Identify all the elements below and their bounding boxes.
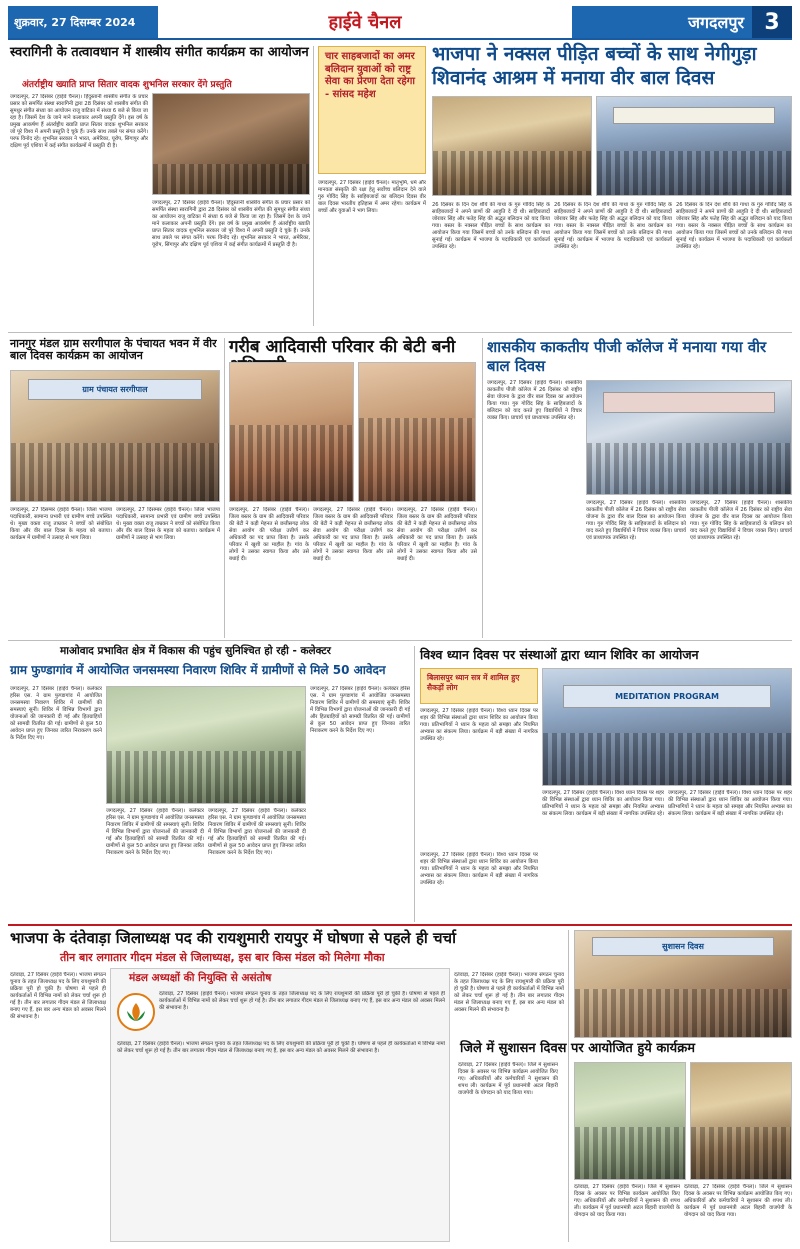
column-rule — [224, 338, 225, 638]
story9-boxed-sidebar — [110, 968, 450, 1242]
story4-headline: नानगुर मंडल ग्राम सरगीपाल के पंचायत भवन में वीर बाल दिवस कार्यक्रम का आयोजन — [10, 337, 217, 363]
sitar-player-photo — [152, 93, 310, 195]
story5-body-col1: जगदलपुर, 27 दिसंबर (हाईवे चैनल)। जिला बस्तर के ग्राम की आदिवासी परिवार की बेटी ने कड़ी मेहनत से छत्तीसगढ़ लोक सेवा आयोग की परीक्षा उत्तीर्ण कर अधिकारी का पद प्राप्त किया है। उसके परिवार में खुशी का माहौल है। गांव के लोगों ने उसका स्वागत किया और उसे बधाई दी। — [229, 507, 309, 562]
lotus-icon — [119, 995, 153, 1029]
story7-subhead: ग्राम फुण्डागांव में आयोजित जनसमस्या निवारण शिविर में ग्रामीणों से मिले 50 आवेदन — [10, 663, 386, 677]
story6-photo-college — [586, 380, 792, 495]
story7-headline: माओवाद प्रभावित क्षेत्र में विकास की पहुंच सुनिश्चित हो रही - कलेक्टर — [60, 645, 331, 657]
story10-body-col3: दंतेवाड़ा, 27 दिसंबर (हाईवे चैनल)। जिले में सुशासन दिवस के अवसर पर विभिन्न कार्यक्रम आयोजित किए गए। अधिकारियों और कर्मचारियों ने सुशासन की शपथ ली। कार्यक्रम में पूर्व प्रधानमंत्री अटल बिहारी वाजपेयी के योगदान को याद किया गया। — [684, 1184, 792, 1218]
story3-photo-event — [596, 96, 792, 196]
story10-photo-officials — [690, 1062, 792, 1180]
story7-body-col1: जगदलपुर, 27 दिसंबर (हाईवे चैनल)। कलेक्टर हरिस एस. ने ग्राम फुण्डागांव में आयोजित जनसमस्या निवारण शिविर में ग्रामीणों की समस्याएं सुनीं। शिविर में विभिन्न विभागों द्वारा योजनाओं की जानकारी दी गई और हितग्राहियों को सामग्री वितरित की गई। ग्रामीणों से कुल 50 आवेदन प्राप्त हुए जिनका त्वरित निराकरण करने के निर्देश दिए गए। — [10, 686, 102, 741]
story3-photo-children — [432, 96, 592, 196]
story5-photo-family — [229, 362, 354, 502]
story3-headline: भाजपा ने नक्सल पीड़ित बच्चों के साथ नेगीगुड़ा शिवानंद आश्रम में मनाया वीर बाल दिवस — [432, 43, 757, 89]
story3-body-col1: 26 दिसंबर के दिन देश शौर्य की गाथा के गुरु गोविंद सिंह के साहिबजादों ने अपने प्राणों की आहुति दे दी थी। साहिबजादों जोरावर सिंह और फतेह सिंह की अद्भुत बलिदान को याद किया गया। बस्तर के नक्सल पीड़ित बच्चों के साथ कार्यक्रम का आयोजन किया गया जिसमें बच्चों को उनके बलिदान की गाथा सुनाई गई। कार्यक्रम में भाजपा के पदाधिकारी एवं कार्यकर्ता उपस्थित रहे। — [432, 202, 550, 250]
story9-body-col1: दंतेवाड़ा, 27 दिसंबर (हाईवे चैनल)। भाजपा संगठन चुनाव के तहत जिलाध्यक्ष पद के लिए रायशुमारी की प्रक्रिया पूरी हो चुकी है। घोषणा से पहले ही कार्यकर्ताओं में विभिन्न नामों को लेकर चर्चा शुरू हो गई है। तीन बार लगातार गीदम मंडल से जिलाध्यक्ष बनाए गए हैं, इस बार अन्य मंडल को अवसर मिलने की संभावना है। — [10, 972, 106, 1020]
story10-body-col2: दंतेवाड़ा, 27 दिसंबर (हाईवे चैनल)। जिले में सुशासन दिवस के अवसर पर विभिन्न कार्यक्रम आयोजित किए गए। अधिकारियों और कर्मचारियों ने सुशासन की शपथ ली। कार्यक्रम में पूर्व प्रधानमंत्री अटल बिहारी वाजपेयी के योगदान को याद किया गया। — [574, 1184, 680, 1218]
story10-headline: जिले में सुशासन दिवस पर आयोजित हुये कार्यक्रम — [460, 1041, 695, 1056]
story3-body-col2: 26 दिसंबर के दिन देश शौर्य की गाथा के गुरु गोविंद सिंह के साहिबजादों ने अपने प्राणों की आहुति दे दी थी। साहिबजादों जोरावर सिंह और फतेह सिंह की अद्भुत बलिदान को याद किया गया। बस्तर के नक्सल पीड़ित बच्चों के साथ कार्यक्रम का आयोजन किया गया जिसमें बच्चों को उनके बलिदान की गाथा सुनाई गई। कार्यक्रम में भाजपा के पदाधिकारी एवं कार्यकर्ता उपस्थित रहे। — [554, 202, 672, 250]
story7-photo-camp — [106, 686, 306, 804]
section-rule — [8, 332, 792, 333]
column-rule — [482, 338, 483, 638]
story4-photo-panchayat — [10, 370, 220, 502]
story6-headline: शासकीय काकतीय पीजी कॉलेज में मनाया गया वीर बाल दिवस — [487, 338, 767, 375]
story6-body-col2: जगदलपुर, 27 दिसंबर (हाईवे चैनल)। शासकीय काकतीय पीजी कॉलेज में 26 दिसंबर को राष्ट्रीय सेवा योजना के द्वारा वीर बाल दिवस का आयोजन किया गया। गुरु गोविंद सिंह के साहिबजादों के बलिदान को याद करते हुए विद्यार्थियों ने विचार व्यक्त किए। प्राचार्य एवं प्राध्यापक उपस्थित रहे। — [586, 500, 686, 541]
story4-body-col2: जगदलपुर, 27 दिसम्बर (हाईवे चैनल)। जिला भाजपा पदाधिकारी, सामान्य प्रभारी एवं ग्रामीण बच्चे उपस्थित थे। मुख्य वक्ता राजू ताम्रकर ने बच्चों को संबोधित किया और वीर बाल दिवस के महत्व को बताया। कार्यक्रम में ग्रामीणों ने उत्साह से भाग लिया। — [116, 507, 220, 541]
issue-date: शुक्रवार, 27 दिसम्बर 2024 — [8, 6, 158, 38]
newspaper-title: हाईवे चैनल — [328, 12, 402, 33]
story3-body-col3: 26 दिसंबर के दिन देश शौर्य की गाथा के गुरु गोविंद सिंह के साहिबजादों ने अपने प्राणों की आहुति दे दी थी। साहिबजादों जोरावर सिंह और फतेह सिंह की अद्भुत बलिदान को याद किया गया। बस्तर के नक्सल पीड़ित बच्चों के साथ कार्यक्रम का आयोजन किया गया जिसमें बच्चों को उनके बलिदान की गाथा सुनाई गई। कार्यक्रम में भाजपा के पदाधिकारी एवं कार्यकर्ता उपस्थित रहे। — [676, 202, 792, 250]
story8-body-col1: जगदलपुर, 27 दिसंबर (हाईवे चैनल)। विश्व ध्यान दिवस पर शहर की विभिन्न संस्थाओं द्वारा ध्यान शिविर का आयोजन किया गया। प्रतिभागियों ने ध्यान के महत्व को समझा और नियमित अभ्यास का संकल्प लिया। कार्यक्रम में बड़ी संख्या में नागरिक उपस्थित रहे। — [420, 708, 538, 742]
story8-body-col3: जगदलपुर, 27 दिसंबर (हाईवे चैनल)। विश्व ध्यान दिवस पर शहर की विभिन्न संस्थाओं द्वारा ध्यान शिविर का आयोजन किया गया। प्रतिभागियों ने ध्यान के महत्व को समझा और नियमित अभ्यास का संकल्प लिया। कार्यक्रम में बड़ी संख्या में नागरिक उपस्थित रहे। — [668, 790, 792, 817]
story6-body-col1: जगदलपुर, 27 दिसंबर (हाईवे चैनल)। शासकीय काकतीय पीजी कॉलेज में 26 दिसंबर को राष्ट्रीय सेवा योजना के द्वारा वीर बाल दिवस का आयोजन किया गया। गुरु गोविंद सिंह के साहिबजादों के बलिदान को याद करते हुए विद्यार्थियों ने विचार व्यक्त किए। प्राचार्य एवं प्राध्यापक उपस्थित रहे। — [487, 380, 582, 421]
story2-body: जगदलपुर, 27 दिसंबर (हाईवे चैनल)। मातृभूमि, धर्म और मानवता संस्कृति की रक्षा हेतु सर्वोच्च बलिदान देने वाले गुरु गोविंद सिंह के साहिबजादों का बलिदान दिवस वीर बाल दिवस भारतीय इतिहास में अमर रहेगा। कार्यक्रम में बच्चों और युवाओं ने भाग लिया। — [318, 180, 426, 214]
story8-highlight: बिलासपुर ध्यान सत्र में शामिल हुए सैकड़ों लोग — [420, 668, 538, 704]
story7-body-col2: जगदलपुर, 27 दिसंबर (हाईवे चैनल)। कलेक्टर हरिस एस. ने ग्राम फुण्डागांव में आयोजित जनसमस्या निवारण शिविर में ग्रामीणों की समस्याएं सुनीं। शिविर में विभिन्न विभागों द्वारा योजनाओं की जानकारी दी गई और हितग्राहियों को सामग्री वितरित की गई। ग्रामीणों से कुल 50 आवेदन प्राप्त हुए जिनका त्वरित निराकरण करने के निर्देश दिए गए। — [106, 808, 204, 856]
column-rule — [414, 646, 415, 922]
story8-photo-meditation — [542, 668, 792, 786]
masthead — [8, 6, 792, 40]
story8-body-col2: जगदलपुर, 27 दिसंबर (हाईवे चैनल)। विश्व ध्यान दिवस पर शहर की विभिन्न संस्थाओं द्वारा ध्यान शिविर का आयोजन किया गया। प्रतिभागियों ने ध्यान के महत्व को समझा और नियमित अभ्यास का संकल्प लिया। कार्यक्रम में बड़ी संख्या में नागरिक उपस्थित रहे। — [542, 790, 664, 817]
edition-city: जगदलपुर — [572, 6, 752, 38]
story9-box-text-top: दंतेवाड़ा, 27 दिसंबर (हाईवे चैनल)। भाजपा संगठन चुनाव के तहत जिलाध्यक्ष पद के लिए रायशुमारी की प्रक्रिया पूरी हो चुकी है। घोषणा से पहले ही कार्यकर्ताओं में विभिन्न नामों को लेकर चर्चा शुरू हो गई है। तीन बार लगातार गीदम मंडल से जिलाध्यक्ष बनाए गए हैं, इस बार अन्य मंडल को अवसर मिलने की संभावना है। — [159, 991, 445, 1011]
story9-box-text: दंतेवाड़ा, 27 दिसंबर (हाईवे चैनल)। भाजपा संगठन चुनाव के तहत जिलाध्यक्ष पद के लिए रायशुमारी की प्रक्रिया पूरी हो चुकी है। घोषणा से पहले ही कार्यकर्ताओं में विभिन्न नामों को लेकर चर्चा शुरू हो गई है। तीन बार लगातार गीदम मंडल से जिलाध्यक्ष बनाए गए हैं, इस बार अन्य मंडल को अवसर मिलने की संभावना है। — [117, 1041, 445, 1054]
story7-body-col4: जगदलपुर, 27 दिसंबर (हाईवे चैनल)। कलेक्टर हरिस एस. ने ग्राम फुण्डागांव में आयोजित जनसमस्या निवारण शिविर में ग्रामीणों की समस्याएं सुनीं। शिविर में विभिन्न विभागों द्वारा योजनाओं की जानकारी दी गई और हितग्राहियों को सामग्री वितरित की गई। ग्रामीणों से कुल 50 आवेदन प्राप्त हुए जिनका त्वरित निराकरण करने के निर्देश दिए गए। — [310, 686, 410, 734]
story5-headline: गरीब आदिवासी परिवार की बेटी बनी — [229, 337, 456, 357]
story1-body-col1: जगदलपुर, 27 दिसंबर (हाईवे चैनल)। हिंदुस्तानी शास्त्रीय संगीत के प्रचार प्रसार को समर्पित संस्था स्वरागिनी द्वारा 28 दिसंबर को शास्त्रीय संगीत की सुमधुर संगीत संध्या का आयोजन राजू वाटिका में संध्या 6 बजे से किया जा रहा है। जिसमें देश के जाने माने कलाकार अपनी प्रस्तुति देंगे। इस वर्ष के प्रमुख आकर्षण हैं अंतर्राष्ट्रीय ख्याति प्राप्त सितार वादक शुभनिल सरकार जो पूरे विश्व में अपनी प्रस्तुति दे चुके हैं। उनके साथ तबले पर संगत करेंगे। परफ विनोद रहे। शुभनिल सरकार ने भारत, अमेरिका, यूरोप, सिंगापुर और दक्षिण पूर्व एशिया में कई संगीत कार्यक्रमों में प्रस्तुति दी है। — [10, 94, 148, 149]
story7-body-col3: जगदलपुर, 27 दिसंबर (हाईवे चैनल)। कलेक्टर हरिस एस. ने ग्राम फुण्डागांव में आयोजित जनसमस्या निवारण शिविर में ग्रामीणों की समस्याएं सुनीं। शिविर में विभिन्न विभागों द्वारा योजनाओं की जानकारी दी गई और हितग्राहियों को सामग्री वितरित की गई। ग्रामीणों से कुल 50 आवेदन प्राप्त हुए जिनका त्वरित निराकरण करने के निर्देश दिए गए। — [208, 808, 306, 856]
page-number: 3 — [752, 6, 792, 38]
story1-headline: स्वरागिनी के तत्वावधान में शास्त्रीय संगीत कार्यक्रम का आयोजन — [10, 45, 309, 60]
bjp-lotus-logo — [117, 993, 155, 1031]
story1-body-col2: जगदलपुर, 27 दिसंबर (हाईवे चैनल)। हिंदुस्तानी शास्त्रीय संगीत के प्रचार प्रसार को समर्पित संस्था स्वरागिनी द्वारा 28 दिसंबर को शास्त्रीय संगीत की सुमधुर संगीत संध्या का आयोजन राजू वाटिका में संध्या 6 बजे से किया जा रहा है। जिसमें देश के जाने माने कलाकार अपनी प्रस्तुति देंगे। इस वर्ष के प्रमुख आकर्षण हैं अंतर्राष्ट्रीय ख्याति प्राप्त सितार वादक शुभनिल सरकार जो पूरे विश्व में अपनी प्रस्तुति दे चुके हैं। उनके साथ तबले पर संगत करेंगे। परफ विनोद रहे। शुभनिल सरकार ने भारत, अमेरिका, यूरोप, सिंगापुर और दक्षिण पूर्व एशिया में कई संगीत कार्यक्रमों में प्रस्तुति दी है। — [152, 200, 310, 248]
story1-subhead: अंतर्राष्ट्रीय ख्याति प्राप्त सितार वादक शुभनिल सरकार देंगे प्रस्तुति — [22, 80, 232, 90]
story9-body-col2: दंतेवाड़ा, 27 दिसंबर (हाईवे चैनल)। भाजपा संगठन चुनाव के तहत जिलाध्यक्ष पद के लिए रायशुमारी की प्रक्रिया पूरी हो चुकी है। घोषणा से पहले ही कार्यकर्ताओं में विभिन्न नामों को लेकर चर्चा शुरू हो गई है। तीन बार लगातार गीदम मंडल से जिलाध्यक्ष बनाए गए हैं, इस बार अन्य मंडल को अवसर मिलने की संभावना है। — [454, 972, 564, 1013]
story10-body-col1: दंतेवाड़ा, 27 दिसंबर (हाईवे चैनल)। जिले में सुशासन दिवस के अवसर पर विभिन्न कार्यक्रम आयोजित किए गए। अधिकारियों और कर्मचारियों ने सुशासन की शपथ ली। कार्यक्रम में पूर्व प्रधानमंत्री अटल बिहारी वाजपेयी के योगदान को याद किया गया। — [458, 1062, 558, 1096]
story2-highlight: चार साहबजादों का अमर बलिदान युवाओं को राष्ट्र सेवा का प्रेरणा देता रहेगा - सांसद महेश — [318, 46, 426, 174]
story5-body-col3: जगदलपुर, 27 दिसंबर (हाईवे चैनल)। जिला बस्तर के ग्राम की आदिवासी परिवार की बेटी ने कड़ी मेहनत से छत्तीसगढ़ लोक सेवा आयोग की परीक्षा उत्तीर्ण कर अधिकारी का पद प्राप्त किया है। उसके परिवार में खुशी का माहौल है। गांव के लोगों ने उसका स्वागत किया और उसे बधाई दी। — [397, 507, 477, 562]
meditation-banner: MEDITATION PROGRAM — [563, 685, 771, 708]
story9-subhead: तीन बार लगातार गीदम मंडल से जिलाध्यक्ष, इस बार किस मंडल को मिलेगा मौका — [60, 951, 385, 964]
section-rule-red — [8, 924, 792, 926]
section-rule — [8, 640, 792, 641]
column-rule — [313, 46, 314, 326]
story10-photo-group — [574, 1062, 686, 1180]
story9-headline: भाजपा के दंतेवाड़ा जिलाध्यक्ष पद की रायशुमारी रायपुर में घोषणा से पहले ही चर्चा — [10, 929, 456, 947]
story6-body-col3: जगदलपुर, 27 दिसंबर (हाईवे चैनल)। शासकीय काकतीय पीजी कॉलेज में 26 दिसंबर को राष्ट्रीय सेवा योजना के द्वारा वीर बाल दिवस का आयोजन किया गया। गुरु गोविंद सिंह के साहिबजादों के बलिदान को याद करते हुए विद्यार्थियों ने विचार व्यक्त किए। प्राचार्य एवं प्राध्यापक उपस्थित रहे। — [690, 500, 792, 541]
story8-headline: विश्व ध्यान दिवस पर संस्थाओं द्वारा ध्यान शिविर का आयोजन — [420, 647, 699, 662]
column-rule — [568, 930, 569, 1242]
story4-body-col1: जगदलपुर, 27 दिसम्बर (हाईवे चैनल)। जिला भाजपा पदाधिकारी, सामान्य प्रभारी एवं ग्रामीण बच्चे उपस्थित थे। मुख्य वक्ता राजू ताम्रकर ने बच्चों को संबोधित किया और वीर बाल दिवस के महत्व को बताया। कार्यक्रम में ग्रामीणों ने उत्साह से भाग लिया। — [10, 507, 112, 541]
story5-body-col2: जगदलपुर, 27 दिसंबर (हाईवे चैनल)। जिला बस्तर के ग्राम की आदिवासी परिवार की बेटी ने कड़ी मेहनत से छत्तीसगढ़ लोक सेवा आयोग की परीक्षा उत्तीर्ण कर अधिकारी का पद प्राप्त किया है। उसके परिवार में खुशी का माहौल है। गांव के लोगों ने उसका स्वागत किया और उसे बधाई दी। — [313, 507, 393, 562]
story9-box-title: मंडल अध्यक्षों की नियुक्ति से असंतोष — [129, 972, 272, 984]
story10-photo-event — [574, 930, 792, 1038]
sushasan-banner: सुशासन दिवस — [592, 937, 773, 956]
story5-photo-felicitation — [358, 362, 476, 502]
story8-body-col4: जगदलपुर, 27 दिसंबर (हाईवे चैनल)। विश्व ध्यान दिवस पर शहर की विभिन्न संस्थाओं द्वारा ध्यान शिविर का आयोजन किया गया। प्रतिभागियों ने ध्यान के महत्व को समझा और नियमित अभ्यास का संकल्प लिया। कार्यक्रम में बड़ी संख्या में नागरिक उपस्थित रहे। — [420, 852, 538, 886]
panchayat-sign: ग्राम पंचायत सरगीपाल — [28, 379, 203, 400]
